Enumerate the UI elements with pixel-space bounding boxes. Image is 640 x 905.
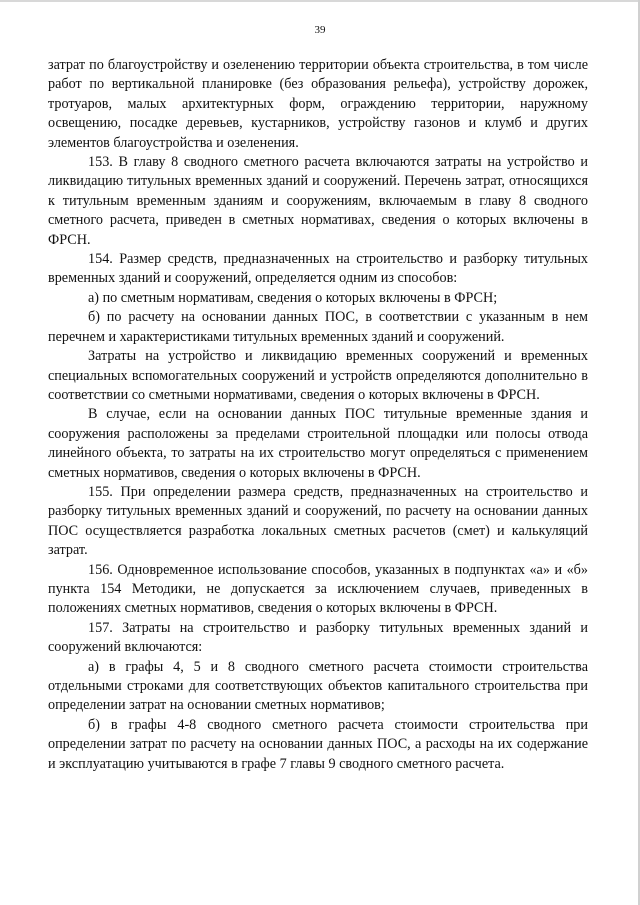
- paragraph-155: 155. При определении размера средств, предназначенных на строительство и разборку титульных временных зданий и сооружений, по расчету на основании данных ПОС осуществляется разработка локальных сметных расчетов (смет) и калькуляций затрат.: [48, 483, 588, 559]
- document-body: [48, 56, 588, 774]
- paragraph-157: 157. Затраты на строительство и разборку титульных временных зданий и сооружений включаются:: [48, 619, 588, 656]
- paragraph: Затраты на устройство и ликвидацию временных сооружений и временных специальных вспомогательных сооружений и устройств определяются дополнительно в соответствии со сметными нормативами, сведения о которых включены в ФРСН.: [48, 348, 588, 403]
- paragraph-154-a: а) по сметным нормативам, сведения о которых включены в ФРСН;: [88, 289, 498, 306]
- paragraph: В случае, если на основании данных ПОС титульные временные здания и сооружения расположены за пределами строительной площадки или полосы отвода линейного объекта, то затраты на их строительство могут определяться с применением сметных нормативов, сведения о которых включены в ФРСН.: [48, 406, 588, 481]
- paragraph-157-a: а) в графы 4, 5 и 8 сводного сметного расчета стоимости строительства отдельными строками для соответствующих объектов капитального строительства при определении затрат на основании сметных нормативов;: [48, 658, 588, 714]
- paragraph-156: 156. Одновременное использование способов, указанных в подпунктах «а» и «б» пункта 154 Методики, не допускается за исключением случаев, приведенных в положениях сметных нормативов, сведения о которых включены в ФРСН.: [48, 561, 588, 617]
- page-number: 39: [314, 24, 326, 36]
- paragraph-154-b: б) по расчету на основании данных ПОС, в соответствии с указанным в нем перечнем и характеристиками титульных временных зданий и сооружений.: [48, 309, 588, 345]
- paragraph-157-b: б) в графы 4-8 сводного сметного расчета стоимости строительства при определении затрат по расчету на основании данных ПОС, а расходы на их содержание и эксплуатацию учитываются в графе 7 главы 9 сводного сметного расчета.: [48, 716, 588, 772]
- paragraph-154: 154. Размер средств, предназначенных на строительство и разборку титульных временных зданий и сооружений, определяется одним из способов:: [48, 251, 588, 287]
- paragraph: затрат по благоустройству и озеленению территории объекта строительства, в том числе работ по вертикальной планировке (без образования рельефа), устройству дорожек, тротуаров, малых архитектурных форм, ограждению территории, наружному освещению, посадке деревьев, кустарников, устройству газонов и клумб и других элементов благоустройства и озеленения.: [48, 57, 588, 151]
- scan-edge-top: [0, 0, 640, 2]
- paragraph-153: 153. В главу 8 сводного сметного расчета включаются затраты на устройство и ликвидацию титульных временных зданий и сооружений. Перечень затрат, относящихся к титульным временным зданиям и сооружениям, включаемым в главу 8 сводного сметного расчета, приведен в сметных нормативах, сведения о которых включены в ФРСН.: [48, 154, 588, 248]
